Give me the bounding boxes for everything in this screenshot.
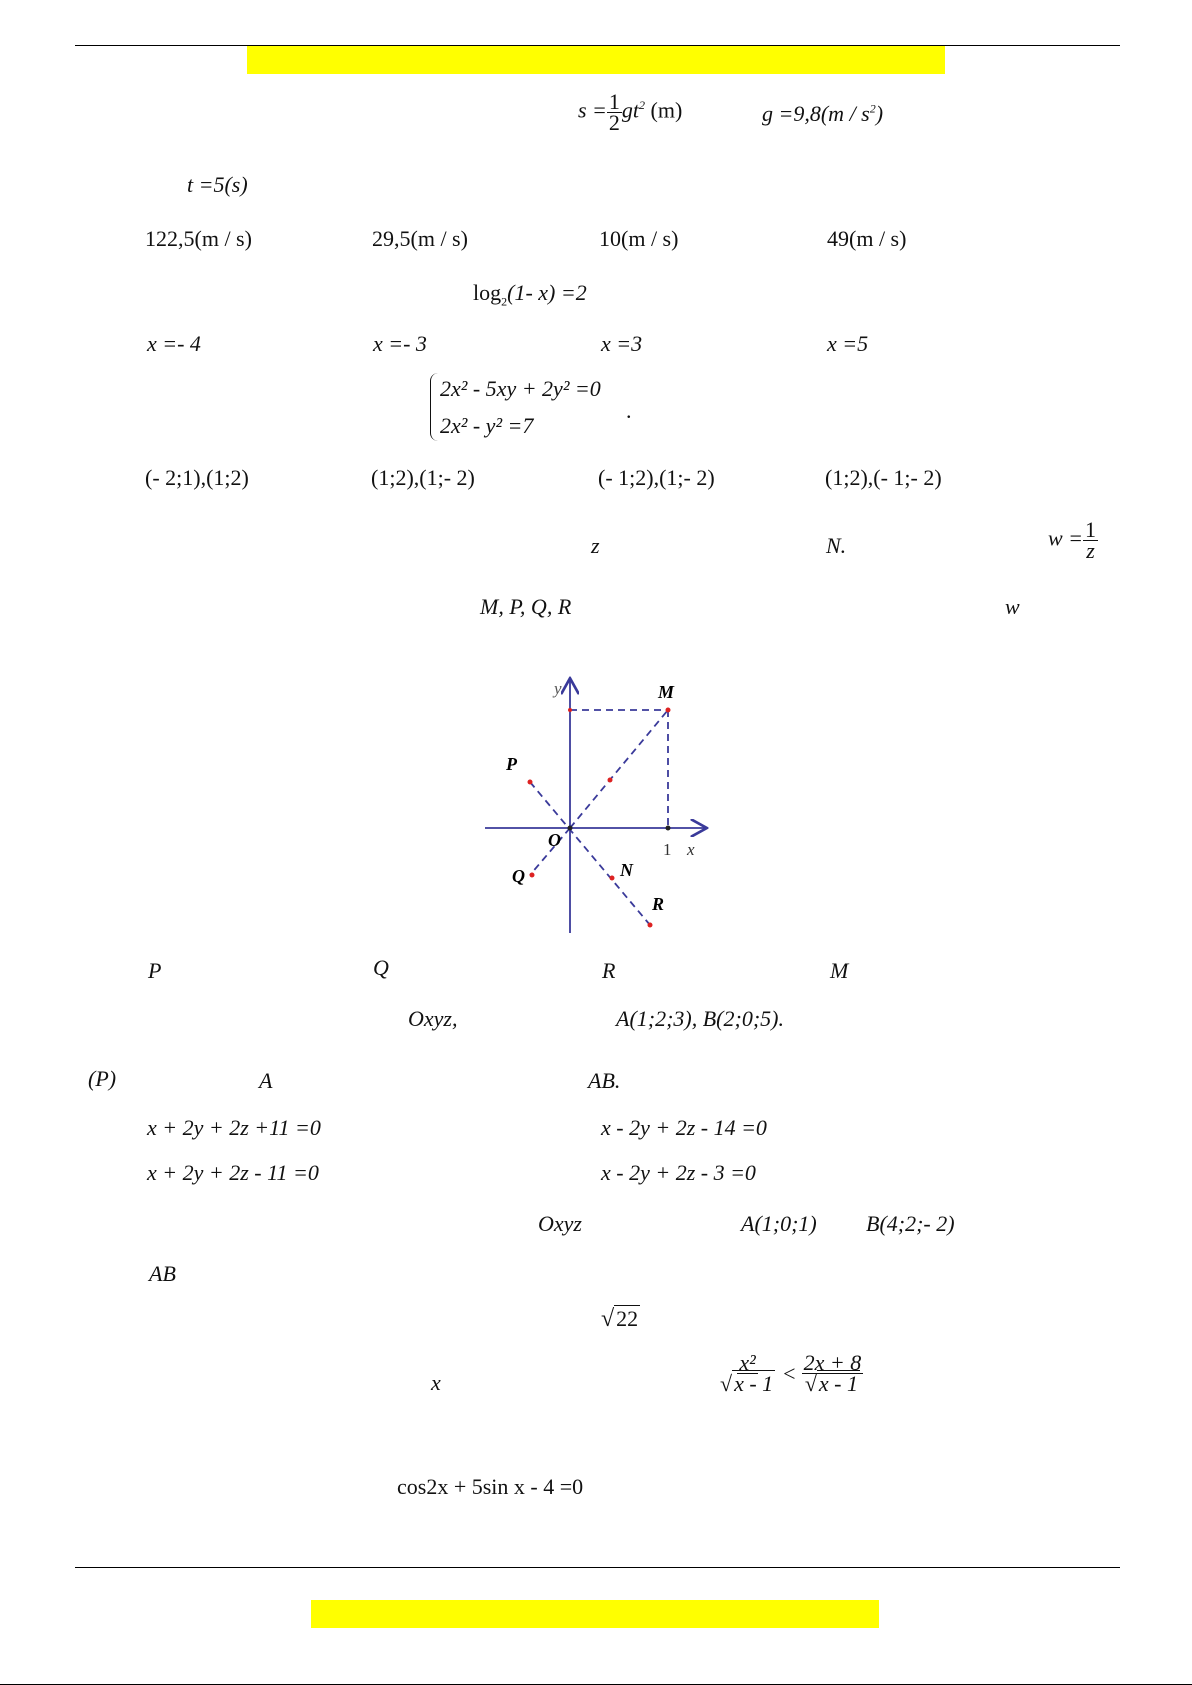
x-axis-label: x xyxy=(687,840,695,859)
q3-option-d: (1;2),(- 1;- 2) xyxy=(825,465,942,490)
label-m: M xyxy=(658,682,675,702)
point-origin xyxy=(568,826,573,831)
q1-option-d: 49(m / s) xyxy=(827,226,907,251)
log-equation: $\log_2(1-$ x) =2 xyxy=(473,280,587,309)
q3-option-a: (- 2;1),(1;2) xyxy=(145,465,249,490)
pr-dash xyxy=(530,782,650,925)
point-n xyxy=(610,876,615,881)
label-n: N xyxy=(620,860,633,880)
oxyz-2: Oxyz xyxy=(538,1211,582,1236)
q4-option-b: Q xyxy=(373,955,389,980)
point-p xyxy=(528,780,533,785)
q5-option-d: x - 2y + 2z - 3 =0 xyxy=(601,1160,756,1185)
point-r xyxy=(648,923,653,928)
points-ab-1: A(1;2;3), B(2;0;5). xyxy=(616,1006,784,1031)
label-p: P xyxy=(506,754,517,774)
oxyz-1: Oxyz, xyxy=(408,1006,458,1031)
ineq-x: x xyxy=(431,1370,441,1395)
q2-option-d: x =5 xyxy=(827,331,869,356)
sqrt-22: √22 xyxy=(601,1306,639,1332)
header-highlight-bar xyxy=(247,46,945,74)
q3-option-b: (1;2),(1;- 2) xyxy=(371,465,475,490)
complex-plane-figure xyxy=(480,670,720,945)
q5-option-c: x + 2y + 2z - 11 =0 xyxy=(147,1160,319,1185)
q3-option-c: (- 1;2),(1;- 2) xyxy=(598,465,715,490)
inequality: $\frac{\text{x²}}{√x - 1}$ < $\frac{2x + 8}{√x - 1}$ xyxy=(720,1350,862,1396)
label-o: O xyxy=(548,830,561,850)
point-mid-om xyxy=(608,778,613,783)
q1-option-c: 10(m / s) xyxy=(599,226,679,251)
q1-option-a: 122,5(m / s) xyxy=(145,226,252,251)
q2-option-a: x =- 4 xyxy=(147,331,201,356)
fall-formula: s = $\frac{1}{2}$ $gt^2$ (m) xyxy=(578,89,683,135)
system-line-1: 2x² - 5xy + 2y² =0 xyxy=(440,376,601,401)
point-one xyxy=(666,826,671,831)
footer-highlight-bar xyxy=(311,1600,879,1628)
point-y-proj xyxy=(568,708,572,712)
q5-option-b: x - 2y + 2z - 14 =0 xyxy=(601,1115,767,1140)
q2-option-b: x =- 3 xyxy=(373,331,427,356)
plane-p: (P) xyxy=(88,1066,117,1091)
q2-option-c: x =3 xyxy=(601,331,643,356)
gravity-formula: $g =9,8(m / s^2)$ xyxy=(762,101,884,126)
point-q xyxy=(530,873,535,878)
point-m xyxy=(666,708,671,713)
q4-option-a: P xyxy=(148,958,162,983)
w-formula: w = $\frac{1}{z}$ xyxy=(1048,517,1097,563)
q4-option-d: M xyxy=(830,958,849,983)
points-list: M, P, Q, R xyxy=(480,594,572,619)
q5-option-a: x + 2y + 2z +11 =0 xyxy=(147,1115,321,1140)
trig-equation: cos2x + 5sin x - 4 =0 xyxy=(397,1474,584,1499)
point-a-2: A(1;0;1) xyxy=(741,1211,817,1236)
q4-option-c: R xyxy=(602,958,616,983)
one-label: 1 xyxy=(663,840,672,859)
label-r: R xyxy=(652,894,665,914)
time-value: t =5(s) xyxy=(187,172,248,197)
y-axis-label: y xyxy=(554,679,562,698)
ab-length-label: AB xyxy=(149,1261,176,1286)
complex-n: N. xyxy=(826,533,847,558)
point-b-2: B(4;2;- 2) xyxy=(866,1211,955,1236)
system-period: . xyxy=(626,398,632,423)
q1-option-b: 29,5(m / s) xyxy=(372,226,468,251)
om-dash xyxy=(570,710,668,828)
complex-z: z xyxy=(591,533,600,558)
segment-ab-label: AB. xyxy=(588,1068,621,1093)
system-line-2: 2x² - y² =7 xyxy=(440,413,534,438)
label-q: Q xyxy=(512,866,525,886)
footer-rule xyxy=(75,1567,1120,1568)
point-a-label: A xyxy=(259,1068,273,1093)
points-w: w xyxy=(1005,594,1020,619)
